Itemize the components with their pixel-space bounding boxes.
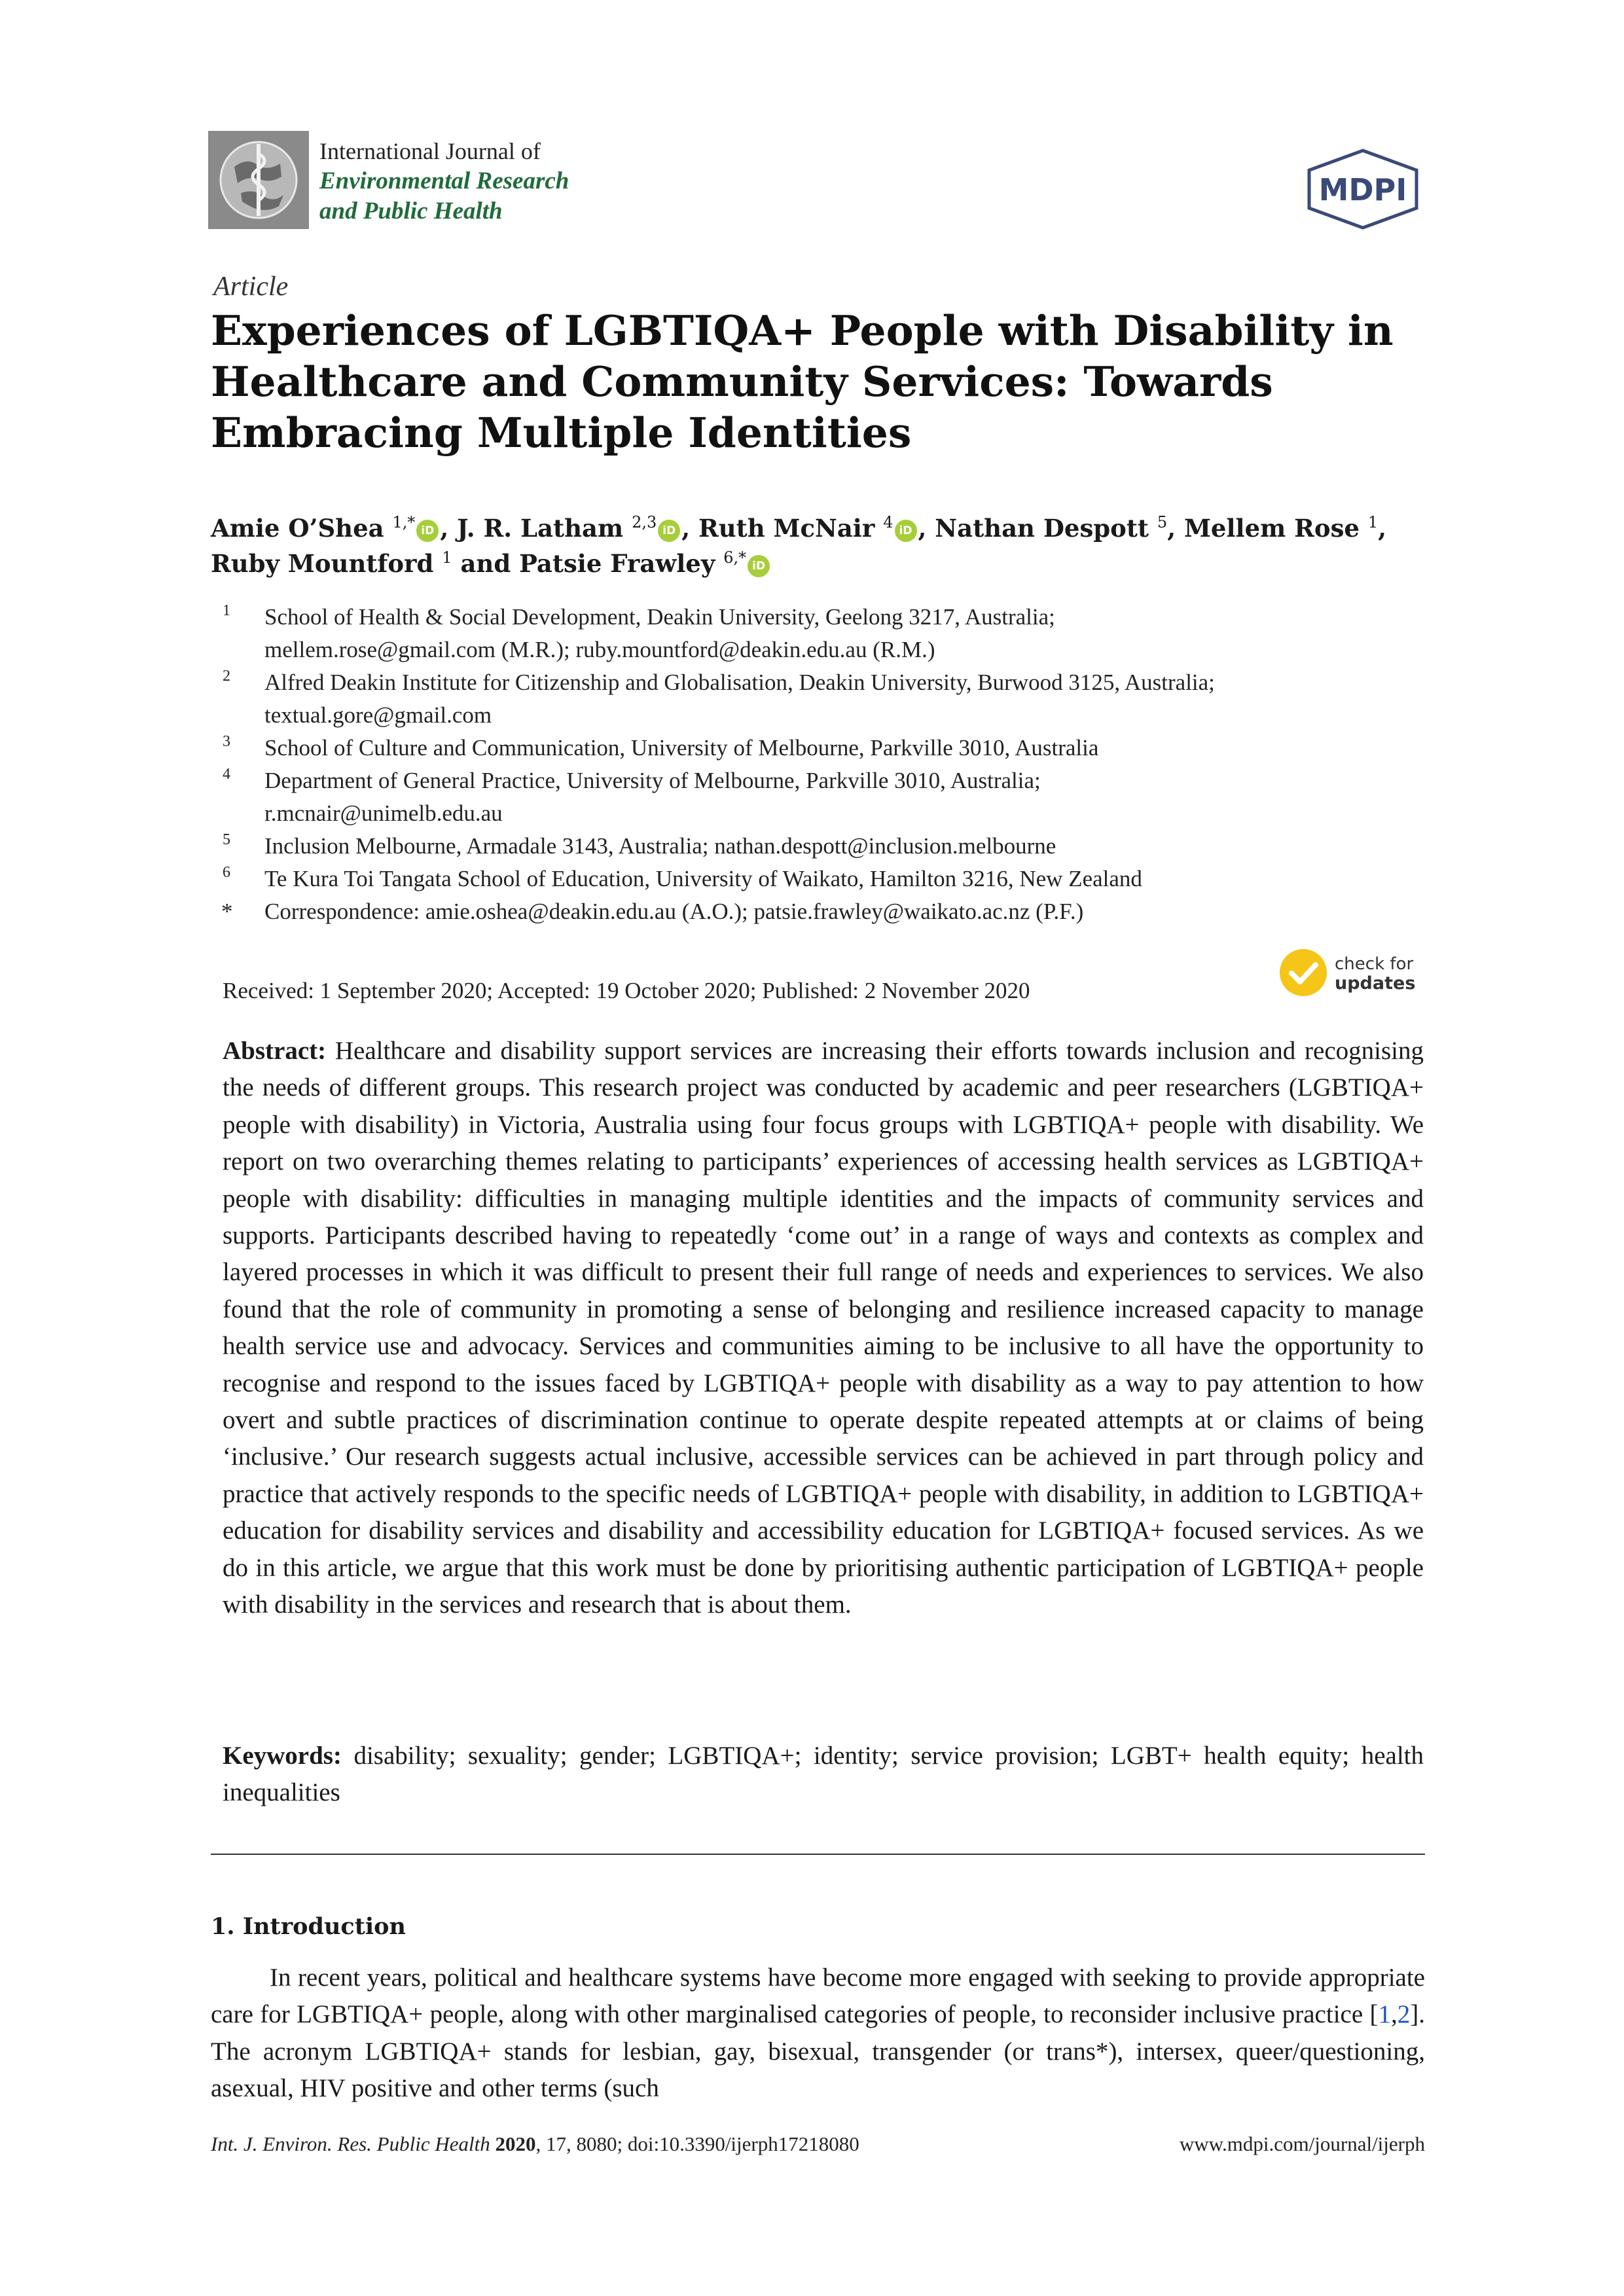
journal-name-line2: Environmental Research <box>319 168 569 194</box>
author-affiliation-marker: 1 <box>442 548 452 567</box>
citation-separator: , <box>1391 2000 1398 2029</box>
affiliation-line: Te Kura Toi Tangata School of Education, University of Waikato, Hamilton 3216, New Zealand <box>264 866 1142 891</box>
affiliation-line: mellem.rose@gmail.com (M.R.); ruby.mountford@deakin.edu.au (R.M.) <box>264 637 935 662</box>
abstract <box>223 1033 1424 1624</box>
mdpi-logo <box>1301 148 1424 230</box>
footer-citation-rest: , 17, 8080; doi:10.3390/ijerph17218080 <box>535 2132 859 2155</box>
mdpi-logo-text: MDPI <box>1318 172 1407 207</box>
affiliation-item <box>216 666 1447 732</box>
check-updates-icon <box>1280 949 1327 996</box>
author-separator: , <box>1378 514 1387 543</box>
affiliation-line: r.mcnair@unimelb.edu.au <box>264 800 503 826</box>
footer-journal-abbrev: Int. J. Environ. Res. Public Health <box>211 2132 490 2155</box>
author-affiliation-marker: 6,* <box>723 548 747 567</box>
author-affiliation-marker: 2,3 <box>632 513 657 531</box>
orcid-icon[interactable]: iD <box>895 520 917 542</box>
affiliation-item <box>216 601 1447 666</box>
keywords-label: Keywords: <box>223 1742 342 1770</box>
affiliations <box>216 601 1447 928</box>
affiliation-line: School of Health & Social Development, Deakin University, Geelong 3217, Australia; <box>264 604 1055 630</box>
author-list <box>211 511 1441 581</box>
footer-citation <box>211 2132 859 2156</box>
author-affiliation-marker: 1,* <box>392 513 416 531</box>
affiliation-line: Alfred Deakin Institute for Citizenship and Globalisation, Deakin University, Burwood 3125, Australia; <box>264 670 1215 695</box>
affiliation-marker: 3 <box>223 733 230 750</box>
journal-name-line1: International Journal of <box>319 138 541 164</box>
orcid-icon[interactable]: iD <box>748 555 770 577</box>
author-name[interactable]: Mellem Rose <box>1183 514 1360 543</box>
section-divider <box>211 1854 1425 1855</box>
section-heading-introduction: 1. Introduction <box>211 1913 406 1940</box>
author-name[interactable]: Ruby Mountford <box>211 549 434 578</box>
author-name[interactable]: Ruth McNair <box>698 514 875 543</box>
journal-logo <box>208 131 309 229</box>
author-name[interactable]: Patsie Frawley <box>519 549 715 578</box>
affiliation-line: Correspondence: amie.oshea@deakin.edu.au (A.O.); patsie.frawley@waikato.ac.nz (P.F.) <box>264 899 1084 924</box>
title-line: Healthcare and Community Services: Towards <box>211 357 1273 406</box>
journal-name <box>319 136 569 226</box>
affiliation-line: textual.gore@gmail.com <box>264 702 492 728</box>
intro-text-before: In recent years, political and healthcare systems have become more engaged with seeking to provide appropriate care for LGBTIQA+ people, along with other marginalised categories of people, to reconsider inclusive practice [ <box>211 1964 1425 2029</box>
check-for-updates-badge[interactable] <box>1280 949 1437 1001</box>
author-separator: , <box>1167 514 1184 543</box>
keywords <box>223 1738 1424 1811</box>
affiliation-marker: 6 <box>223 864 230 881</box>
intro-text-after: ]. The acronym LGBTIQA+ stands for lesbian, gay, bisexual, transgender (or trans*), intersex, queer/questioning, asexual, HIV positive and other terms (such <box>211 2000 1425 2103</box>
affiliation-item <box>216 764 1447 830</box>
article-title <box>211 305 1441 458</box>
keywords-text: disability; sexuality; gender; LGBTIQA+; identity; service provision; LGBT+ health equity; health inequalities <box>223 1742 1424 1806</box>
footer-journal-url[interactable]: www.mdpi.com/journal/ijerph <box>1179 2132 1425 2155</box>
affiliation-item <box>216 732 1447 764</box>
footer-year: 2020 <box>495 2132 536 2155</box>
publication-dates: Received: 1 September 2020; Accepted: 19 October 2020; Published: 2 November 2020 <box>223 978 1030 1003</box>
affiliation-marker: 4 <box>223 766 230 783</box>
title-line: Experiences of LGBTIQA+ People with Disability in <box>211 306 1394 355</box>
affiliation-item <box>216 830 1447 863</box>
affiliation-item <box>216 895 1447 928</box>
author-name[interactable]: Nathan Despott <box>935 514 1149 543</box>
orcid-icon[interactable]: iD <box>416 520 439 542</box>
author-name[interactable]: Amie O’Shea <box>211 514 384 543</box>
affiliation-marker: 1 <box>223 602 230 619</box>
affiliation-line: School of Culture and Communication, University of Melbourne, Parkville 3010, Australia <box>264 735 1099 761</box>
affiliation-item <box>216 863 1447 895</box>
citation-link-1[interactable]: 1 <box>1378 2000 1391 2029</box>
affiliation-line: Department of General Practice, University of Melbourne, Parkville 3010, Australia; <box>264 768 1041 793</box>
orcid-icon[interactable]: iD <box>658 520 680 542</box>
title-line: Embracing Multiple Identities <box>211 408 912 457</box>
author-separator: , <box>681 514 698 543</box>
citation-link-2[interactable]: 2 <box>1397 2000 1411 2029</box>
affiliation-marker: 5 <box>223 831 230 848</box>
affiliation-line: Inclusion Melbourne, Armadale 3143, Australia; nathan.despott@inclusion.melbourne <box>264 833 1056 859</box>
check-updates-line1: check for <box>1335 954 1414 974</box>
author-affiliation-marker: 5 <box>1157 513 1168 531</box>
author-separator: , <box>918 514 935 543</box>
author-name[interactable]: J. R. Latham <box>457 514 624 543</box>
author-affiliation-marker: 1 <box>1367 513 1379 531</box>
affiliation-marker: * <box>221 899 233 924</box>
journal-name-line3: and Public Health <box>319 198 503 224</box>
check-updates-text <box>1335 954 1415 994</box>
author-separator: , <box>440 514 458 543</box>
abstract-text: Healthcare and disability support services are increasing their efforts towards inclusion and recognising the needs of different groups. This research project was conducted by academic and peer researchers (LGBTIQA+ people with disability) in Victoria, Australia using four focus groups with LGBTIQA+ people with disability. We report on two overarching themes relating to participants’ experiences of accessing health services as LGBTIQA+ people with disability: difficulties in managing multiple identities and the impacts of community services and supports. Participants described having to repeatedly ‘come out’ in a range of ways and contexts as complex and layered processes in which it was difficult to present their full range of needs and experiences to services. We also found that the role of community in promoting a sense of belonging and resilience increased capacity to manage health service use and advocacy. Services and communities aiming to be inclusive to all have the opportunity to recognise and respond to the issues faced by LGBTIQA+ people with disability as a way to pay attention to how overt and subtle practices of discrimination continue to operate despite repeated attempts at or claims of being ‘inclusive.’ Our research suggests actual inclusive, accessible services can be achieved in part through policy and practice that actively responds to the specific needs of LGBTIQA+ people with disability, in addition to LGBTIQA+ education for disability services and disability and accessibility education for LGBTIQA+ focused services. As we do in this article, we argue that this work must be done by prioritising authentic participation of LGBTIQA+ people with disability in the services and research that is about them. <box>223 1037 1424 1619</box>
check-updates-line2: updates <box>1335 973 1416 994</box>
abstract-label: Abstract: <box>223 1037 327 1065</box>
introduction-paragraph <box>211 1960 1425 2108</box>
affiliation-marker: 2 <box>223 668 230 685</box>
author-affiliation-marker: 4 <box>883 513 893 531</box>
article-type: Article <box>213 272 289 302</box>
author-separator: and <box>452 549 520 578</box>
